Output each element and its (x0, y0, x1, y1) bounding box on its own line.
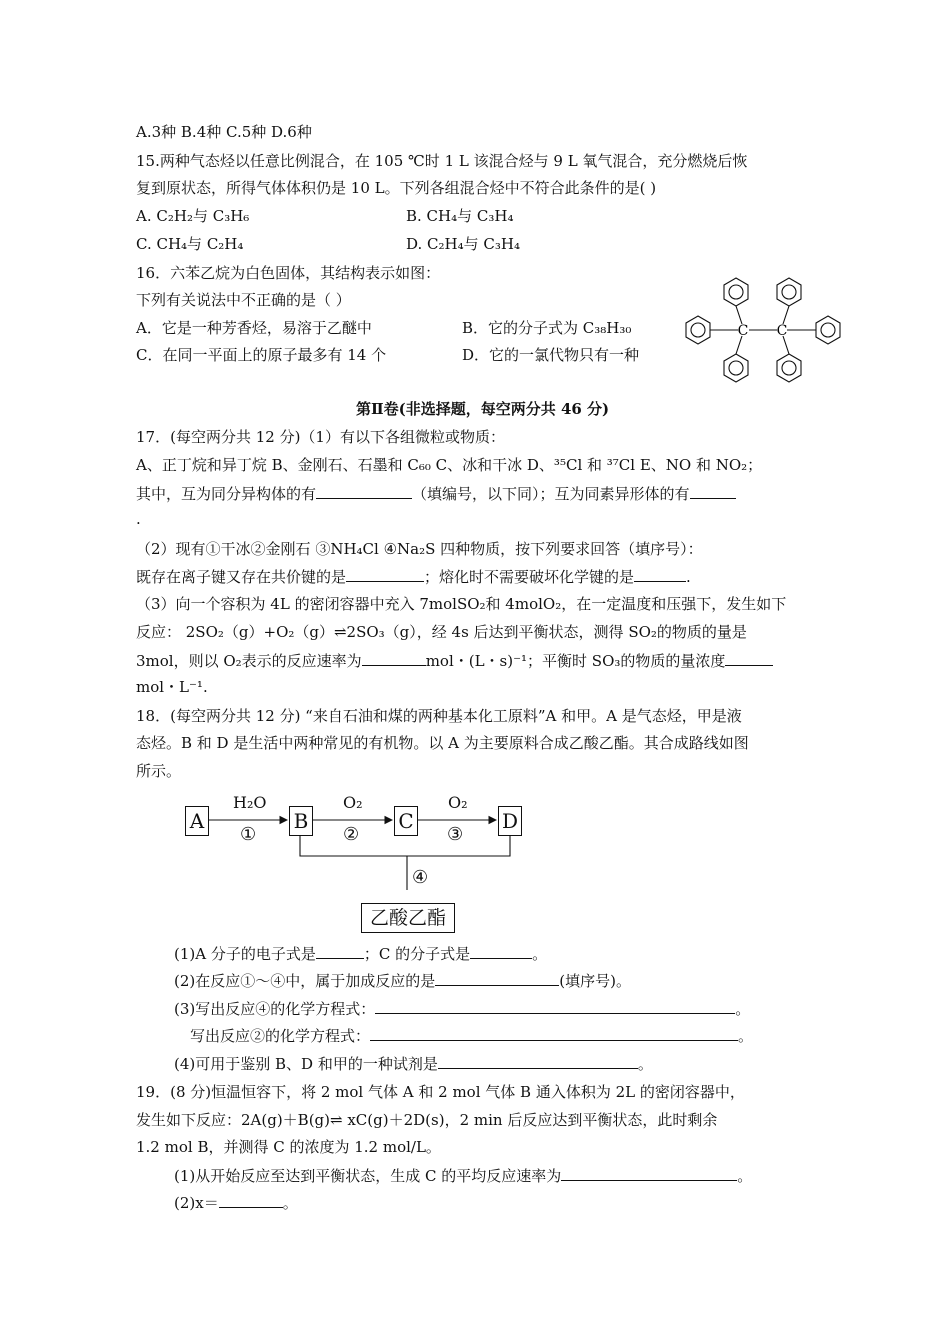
aromatic-circle (729, 285, 743, 299)
benzene-ring (816, 316, 840, 344)
q19-line3: 1.2 mol B，并测得 C 的浓度为 1.2 mol/L。 (136, 1138, 441, 1156)
answer-blank[interactable] (561, 1165, 737, 1181)
benzene-ring (777, 354, 801, 382)
q18-line2: 态烃。B 和 D 是生活中两种常见的有机物。以 A 为主要原料合成乙酸乙酯。其合成路线如图 (136, 734, 749, 752)
answer-blank[interactable] (316, 943, 364, 959)
q19-line1: 19．(8 分)恒温恒容下，将 2 mol 气体 A 和 2 mol 气体 B 通入体积为 2L 的密闭容器中， (136, 1083, 745, 1101)
q18-sub3 (174, 998, 750, 1019)
q17-line3-a: 其中，互为同分异构体的有 (136, 485, 317, 503)
q14-options: A.3种 B.4种 C.5种 D.6种 (136, 123, 312, 141)
q17-line9-b: mol・(L・s)⁻¹；平衡时 SO₃的物质的量浓度 (425, 652, 726, 670)
answer-blank[interactable] (316, 483, 412, 499)
q17-line6 (136, 566, 691, 587)
q19-line2: 发生如下反应：2A(g)＋B(g)⇌ xC(g)＋2D(s)，2 min 后反应达到平衡状态，此时剩余 (136, 1111, 718, 1129)
step-2-label: ② (343, 824, 360, 845)
answer-blank[interactable] (438, 1053, 638, 1069)
carbon-atom-right: C (776, 323, 788, 339)
q16-option-d: D．它的一氯代物只有一种 (462, 346, 640, 364)
aromatic-circle (782, 285, 796, 299)
q19-sub1-a: (1)从开始反应至达到平衡状态，生成 C 的平均反应速率为 (174, 1167, 562, 1185)
q15-option-d: D. C₂H₄与 C₃H₄ (406, 235, 520, 253)
bond (783, 306, 789, 324)
q18-sub2-b: (填序号)。 (559, 972, 631, 990)
aromatic-circle (821, 323, 835, 337)
q19-sub1 (174, 1165, 752, 1186)
benzene-ring (777, 278, 801, 306)
answer-blank[interactable] (362, 650, 426, 666)
q17-line1: 17．(每空两分共 12 分)（1）有以下各组微粒或物质： (136, 428, 505, 446)
q18-sub2-a: (2)在反应①～④中，属于加成反应的是 (174, 972, 436, 990)
aromatic-circle (691, 323, 705, 337)
q15-option-a: A. C₂H₂与 C₃H₆ (136, 207, 250, 225)
node-a: A (185, 806, 209, 836)
aromatic-circle (782, 361, 796, 375)
q18-sub3-d: 。 (738, 1027, 754, 1045)
q17-line5: （2）现有①干冰②金刚石 ③NH₄Cl ④Na₂S 四种物质，按下列要求回答（填序号）： (136, 540, 703, 558)
q17-line10: mol・L⁻¹. (136, 678, 208, 696)
step-3-label: ③ (447, 824, 464, 845)
bond (736, 306, 742, 324)
answer-blank[interactable] (435, 970, 559, 986)
q15-option-b: B. CH₄与 C₃H₄ (406, 207, 514, 225)
q17-line6-b: ；熔化时不需要破坏化学键的是 (424, 568, 635, 586)
reagent-water: H₂O (233, 793, 267, 812)
q15-stem-line2: 复到原状态，所得气体体积仍是 10 L。下列各组混合烃中不符合此条件的是( ) (136, 179, 657, 197)
answer-blank[interactable] (470, 943, 532, 959)
answer-blank[interactable] (375, 998, 735, 1014)
reagent-oxygen-2: O₂ (448, 793, 468, 812)
benzene-ring (686, 316, 710, 344)
q16-option-a: A．它是一种芳香烃，易溶于乙醚中 (136, 319, 372, 337)
q16-stem-line1: 16．六苯乙烷为白色固体，其结构表示如图： (136, 264, 441, 282)
q17-line6-a: 既存在离子键又存在共价键的是 (136, 568, 347, 586)
answer-blank[interactable] (725, 650, 773, 666)
answer-blank[interactable] (370, 1025, 738, 1041)
answer-blank[interactable] (690, 483, 736, 499)
q17-line2: A、正丁烷和异丁烷 B、金刚石、石墨和 C₆₀ C、冰和干冰 D、³⁵Cl 和 ³⁷Cl E、NO 和 NO₂； (136, 456, 763, 474)
step-4-label: ④ (412, 867, 429, 888)
q19-sub2-b: 。 (282, 1194, 298, 1212)
q18-sub1 (174, 943, 547, 964)
q18-sub1-a: (1)A 分子的电子式是 (174, 945, 316, 963)
q17-line7: （3）向一个容积为 4L 的密闭容器中充入 7molSO₂和 4molO₂，在一定温度和压强下，发生如下 (136, 595, 787, 613)
node-b: B (289, 806, 313, 836)
q15-stem-line1: 15.两种气态烃以任意比例混合，在 105 ℃时 1 L 该混合烃与 9 L 氧气混合，充分燃烧后恢 (136, 152, 748, 170)
q18-sub4-a: (4)可用于鉴别 B、D 和甲的一种试剂是 (174, 1055, 438, 1073)
q17-line9 (136, 650, 773, 671)
q18-sub3-line2 (190, 1025, 753, 1046)
benzene-ring (724, 278, 748, 306)
q17-line3-b: （填编号，以下同）；互为同素异形体的有 (412, 485, 690, 503)
q16-stem-line2: 下列有关说法中不正确的是（ ） (136, 291, 351, 309)
q18-sub3-b: 。 (735, 1000, 751, 1018)
q16-option-c: C．在同一平面上的原子最多有 14 个 (136, 346, 387, 364)
answer-blank[interactable] (346, 566, 424, 582)
reagent-oxygen-1: O₂ (343, 793, 363, 812)
answer-blank[interactable] (219, 1192, 283, 1208)
section-title: 第Ⅱ卷(非选择题，每空两分共 46 分) (356, 400, 610, 418)
join-line (300, 835, 510, 856)
q18-sub4-b: 。 (637, 1055, 653, 1073)
aromatic-circle (729, 361, 743, 375)
benzene-ring (724, 354, 748, 382)
hexaphenylethane-structure (676, 272, 856, 392)
node-c: C (394, 806, 418, 836)
q17-line6-c: . (686, 568, 691, 586)
answer-blank[interactable] (634, 566, 686, 582)
q18-sub3-c: 写出反应②的化学方程式： (190, 1027, 371, 1045)
q18-sub4 (174, 1053, 653, 1074)
node-d: D (498, 806, 522, 836)
q15-option-c: C. CH₄与 C₂H₄ (136, 235, 244, 253)
q18-sub2 (174, 970, 631, 991)
q18-sub1-b: ；C 的分子式是 (363, 945, 471, 963)
q17-line9-a: 3mol，则以 O₂表示的反应速率为 (136, 652, 362, 670)
q16-option-b: B．它的分子式为 C₃₈H₃₀ (462, 319, 632, 337)
q19-sub2-a: (2)x＝ (174, 1194, 219, 1212)
q18-line1: 18．(每空两分共 12 分) “来自石油和煤的两种基本化工原料”A 和甲。A 是气态烃，甲是液 (136, 707, 742, 725)
carbon-atom-left: C (737, 323, 749, 339)
step-1-label: ① (240, 824, 257, 845)
q18-sub1-c: 。 (532, 945, 548, 963)
product-ethyl-acetate: 乙酸乙酯 (361, 903, 455, 933)
q19-sub1-b: 。 (737, 1167, 753, 1185)
q18-line3: 所示。 (136, 762, 182, 780)
q17-line3 (136, 483, 736, 504)
q18-sub3-a: (3)写出反应④的化学方程式： (174, 1000, 376, 1018)
q17-line4: . (136, 510, 141, 528)
q19-sub2 (174, 1192, 298, 1213)
q17-line8: 反应： 2SO₂（g）+O₂（g）⇌2SO₃（g），经 4s 后达到平衡状态，测得 SO₂的物质的量是 (136, 623, 747, 641)
